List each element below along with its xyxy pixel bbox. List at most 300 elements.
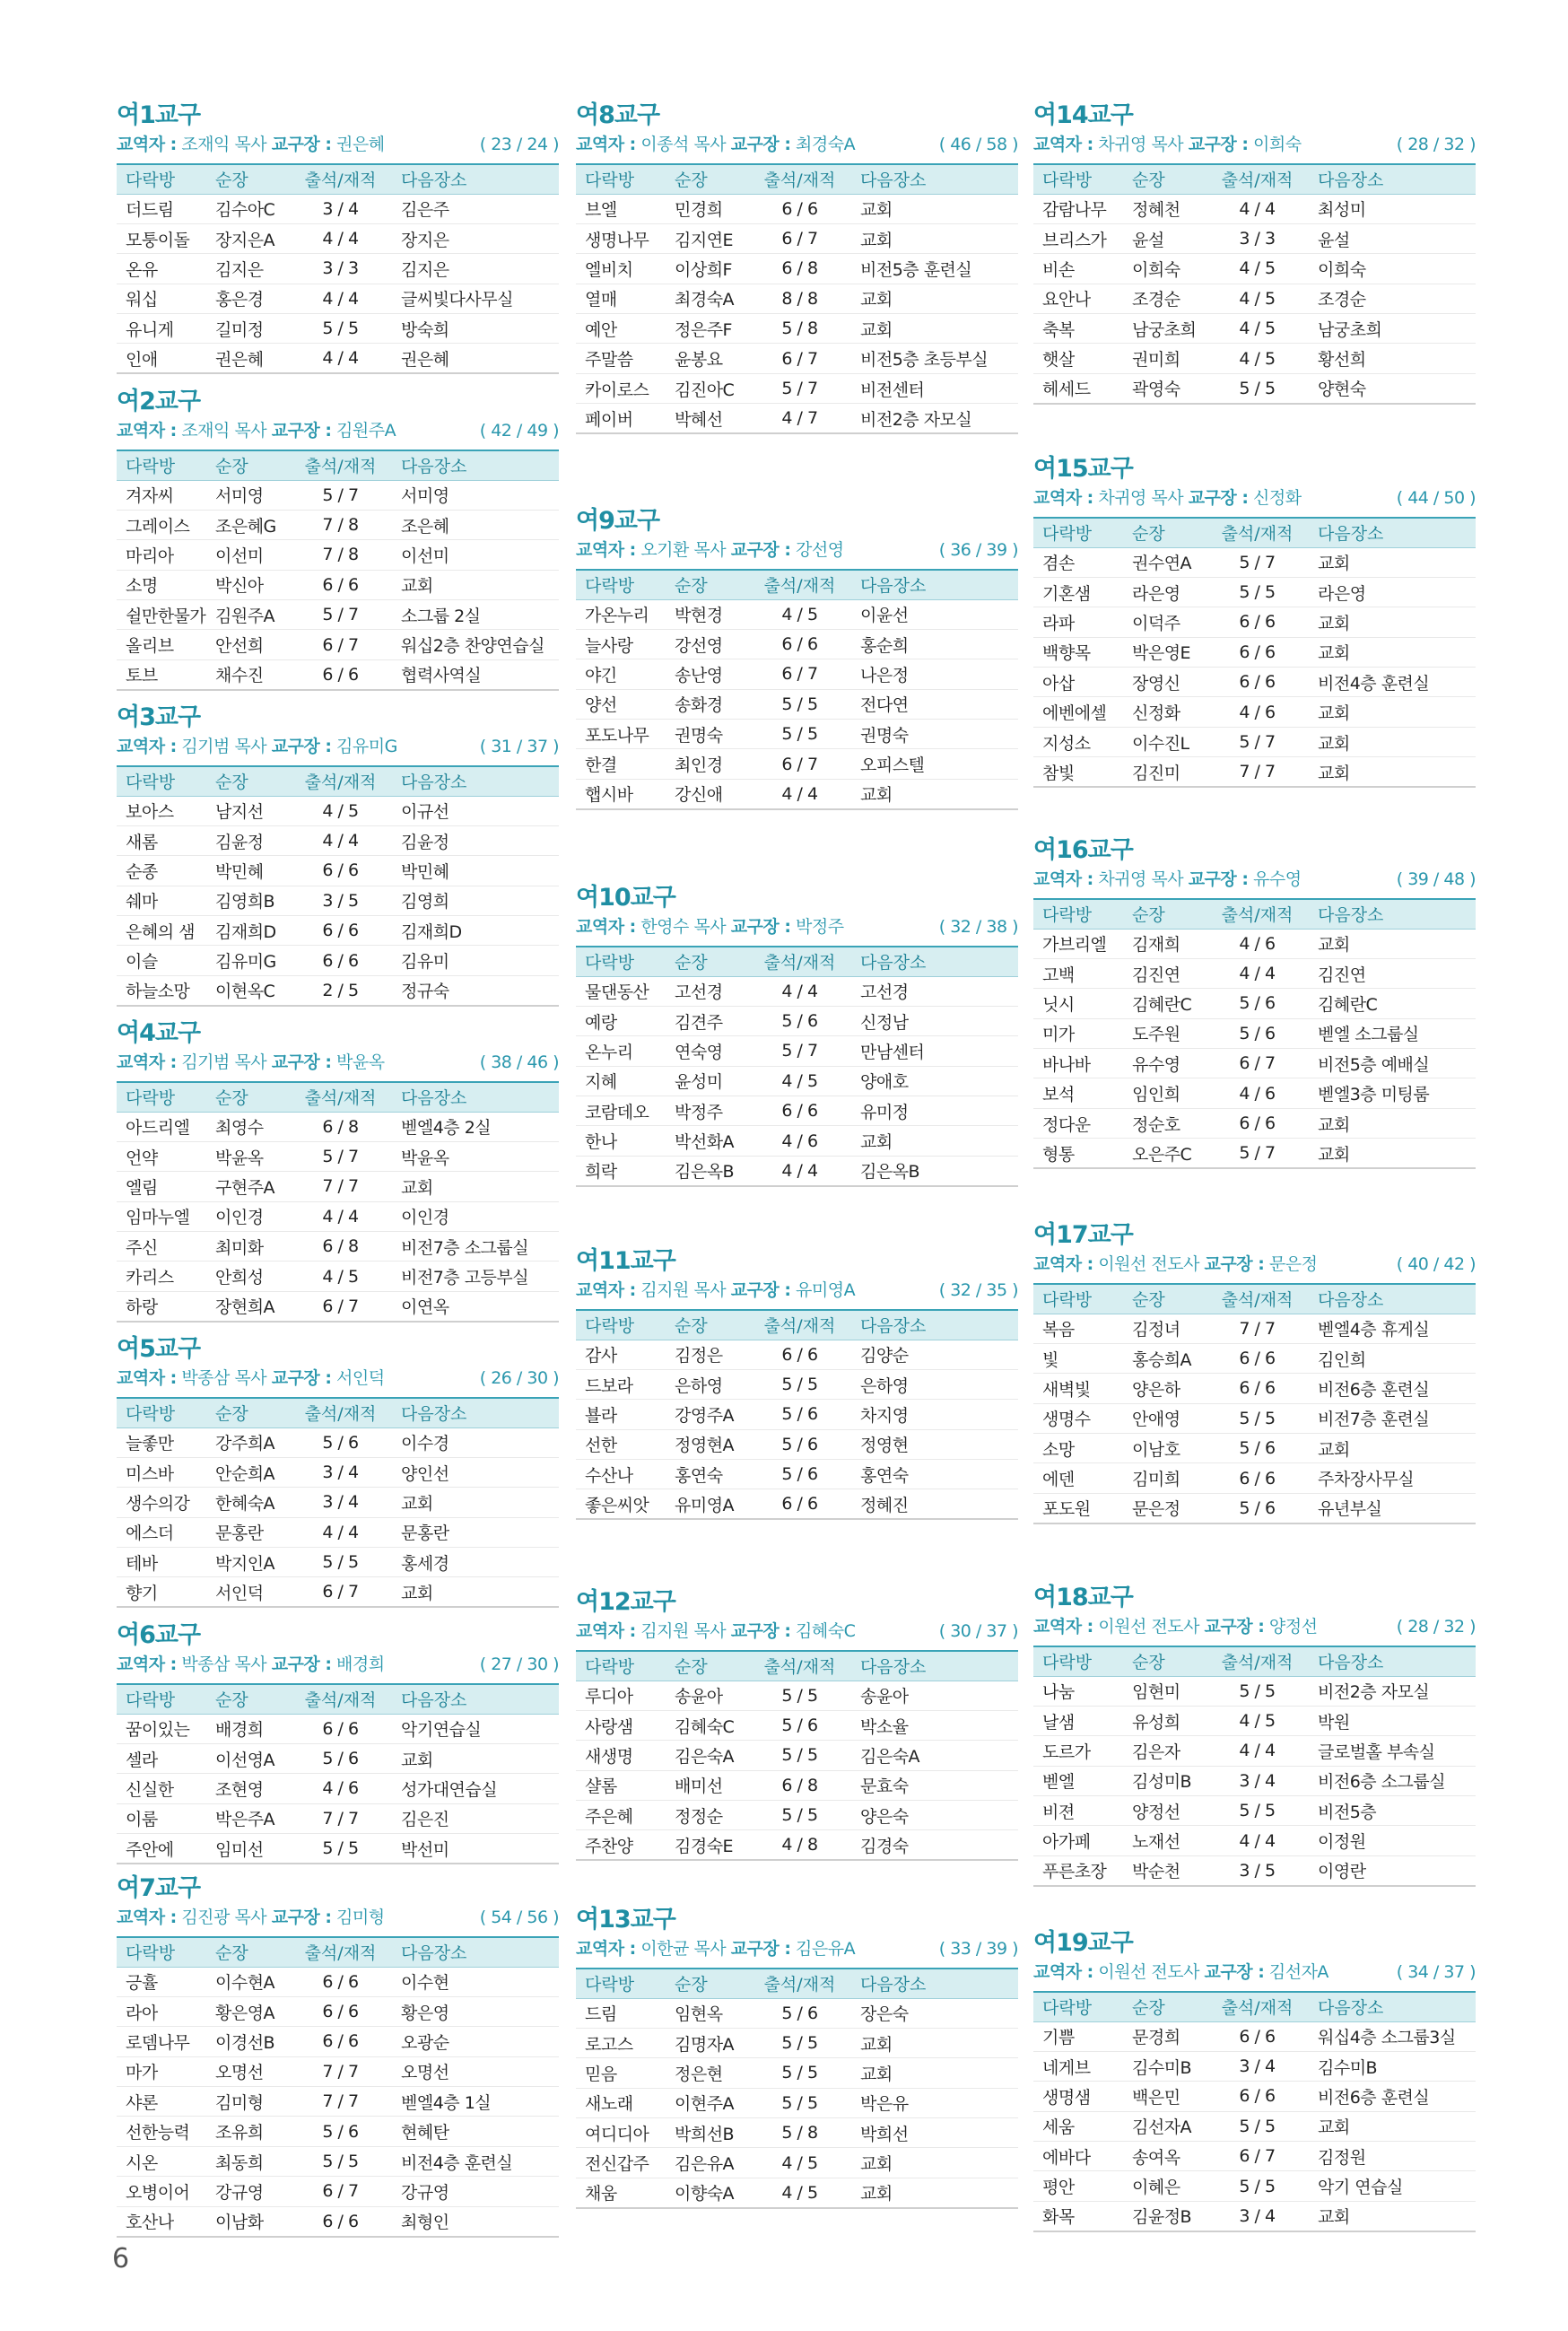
- room-cell: 라아: [117, 1996, 206, 2026]
- table-row: [117, 540, 559, 570]
- table-row: [1033, 1108, 1476, 1138]
- table-row: [117, 659, 559, 689]
- table-row: [1033, 2171, 1476, 2201]
- place-cell: 김인희: [1309, 1343, 1476, 1373]
- room-cell: 벧엘: [1033, 1766, 1123, 1795]
- pastor-name: 김진광 목사: [181, 1908, 267, 1927]
- leader-cell: 남지선: [206, 796, 289, 825]
- group-table: [576, 1309, 1018, 1520]
- place-cell: 교회: [1309, 727, 1476, 756]
- room-cell: 형통: [1033, 1139, 1123, 1168]
- leader-cell: 박정주: [666, 1096, 748, 1126]
- table-row: [1033, 1855, 1476, 1885]
- header-attendance: 출석/재적: [1206, 899, 1309, 929]
- table-row: [117, 796, 559, 825]
- place-cell: 협력사역실: [392, 659, 559, 689]
- leader-cell: 정영현A: [666, 1429, 748, 1459]
- room-cell: 가브리엘: [1033, 929, 1123, 958]
- place-cell: 남궁초희: [1309, 314, 1476, 344]
- pastor-label: 교역자 :: [1033, 1962, 1093, 1982]
- leader-cell: 노재선: [1123, 1826, 1206, 1855]
- attendance-total: ( 26 / 30 ): [479, 1368, 559, 1388]
- leader-cell: 송난영: [666, 659, 748, 689]
- table-row: [1033, 1826, 1476, 1855]
- leader-cell: 홍승희A: [1123, 1343, 1206, 1373]
- table-header-row: [1033, 164, 1476, 194]
- header-room: 다락방: [117, 164, 206, 194]
- room-cell: 오병이어: [117, 2177, 206, 2206]
- attendance-cell: 4 / 4: [289, 1517, 392, 1547]
- district-leader-name: 김선자A: [1268, 1962, 1328, 1982]
- district-info: [576, 1277, 1018, 1304]
- table-header-row: [1033, 899, 1476, 929]
- pastor-label: 교역자 :: [117, 421, 177, 441]
- attendance-cell: 3 / 3: [1206, 223, 1309, 253]
- header-attendance: 출석/재적: [289, 1082, 392, 1112]
- district-title: 여9교구: [576, 507, 660, 535]
- place-cell: 이인경: [392, 1201, 559, 1231]
- room-cell: 예랑: [576, 1006, 666, 1035]
- district-info: [1033, 1613, 1476, 1640]
- leader-cell: 임현옥: [666, 1998, 748, 2028]
- room-cell: 여디디아: [576, 2118, 666, 2148]
- table-row: [117, 510, 559, 539]
- district-title: 여8교구: [576, 101, 660, 129]
- attendance-cell: 5 / 5: [748, 1801, 851, 1830]
- district-leader-label: 교구장 :: [271, 421, 332, 441]
- leader-cell: 안애영: [1123, 1403, 1206, 1433]
- leader-cell: 양은하: [1123, 1374, 1206, 1403]
- place-cell: 벧엘4층 1실: [392, 2087, 559, 2117]
- group-table: [117, 1683, 559, 1864]
- table-header-row: [576, 947, 1018, 976]
- room-cell: 아드리엘: [117, 1112, 206, 1141]
- attendance-cell: 6 / 6: [289, 2027, 392, 2056]
- attendance-cell: 5 / 7: [289, 600, 392, 630]
- header-place: 다음장소: [1309, 1646, 1476, 1676]
- attendance-cell: 4 / 4: [289, 284, 392, 313]
- pastor-name: 김기범 목사: [181, 1052, 267, 1072]
- attendance-cell: 4 / 6: [1206, 1078, 1309, 1108]
- district-title: 여6교구: [117, 1621, 201, 1649]
- district-leader-name: 김미형: [336, 1908, 385, 1927]
- place-cell: 문홍란: [392, 1517, 559, 1547]
- room-cell: 축복: [1033, 314, 1123, 344]
- group-table: [117, 765, 559, 1007]
- place-cell: 교회: [851, 2028, 1018, 2057]
- room-cell: 복음: [1033, 1314, 1123, 1343]
- room-cell: 하랑: [117, 1291, 206, 1321]
- district-title: 여19교구: [1033, 1929, 1133, 1957]
- table-row: [576, 2178, 1018, 2207]
- room-cell: 보아스: [117, 796, 206, 825]
- place-cell: 교회: [1309, 1139, 1476, 1168]
- place-cell: 교회: [851, 1126, 1018, 1156]
- room-cell: 네게브: [1033, 2051, 1123, 2081]
- attendance-cell: 5 / 5: [289, 314, 392, 344]
- header-place: 다음장소: [392, 1937, 559, 1967]
- district-title: 여13교구: [576, 1906, 675, 1934]
- table-row: [576, 2088, 1018, 2117]
- attendance-cell: 3 / 5: [1206, 1855, 1309, 1885]
- table-row: [117, 600, 559, 630]
- table-row: [576, 1156, 1018, 1185]
- attendance-cell: 5 / 5: [748, 1369, 851, 1399]
- table-header-row: [576, 164, 1018, 194]
- place-cell: 교회: [851, 2058, 1018, 2088]
- place-cell: 비전4층 훈련실: [1309, 668, 1476, 697]
- place-cell: 교회: [1309, 757, 1476, 787]
- group-table: [1033, 898, 1476, 1169]
- room-cell: 새롬: [117, 825, 206, 855]
- place-cell: 이영란: [1309, 1855, 1476, 1885]
- table-row: [1033, 607, 1476, 637]
- leader-cell: 도주원: [1123, 1018, 1206, 1048]
- table-row: [576, 2148, 1018, 2178]
- room-cell: 임마누엘: [117, 1201, 206, 1231]
- table-header-row: [117, 1398, 559, 1427]
- attendance-cell: 6 / 8: [748, 254, 851, 284]
- room-cell: 샬롬: [576, 1770, 666, 1800]
- header-leader: 순장: [1123, 899, 1206, 929]
- room-cell: 주은혜: [576, 1801, 666, 1830]
- place-cell: 비전5층 예배실: [1309, 1049, 1476, 1078]
- district-leader-label: 교구장 :: [271, 1654, 332, 1674]
- district-section: [576, 883, 1018, 1187]
- header-attendance: 출석/재적: [1206, 164, 1309, 194]
- group-table: [576, 569, 1018, 810]
- table-row: [117, 1577, 559, 1607]
- attendance-cell: 5 / 5: [1206, 1796, 1309, 1826]
- header-attendance: 출석/재적: [1206, 1646, 1309, 1676]
- leader-cell: 서미영: [206, 480, 289, 510]
- district-leader-name: 김혜숙C: [796, 1621, 856, 1641]
- header-attendance: 출석/재적: [748, 1310, 851, 1340]
- table-row: [117, 975, 559, 1005]
- leader-cell: 문경희: [1123, 2021, 1206, 2051]
- room-cell: 그레이스: [117, 510, 206, 539]
- table-row: [1033, 2021, 1476, 2051]
- leader-cell: 이상희F: [666, 254, 748, 284]
- table-row: [1033, 1374, 1476, 1403]
- leader-cell: 송여옥: [1123, 2142, 1206, 2171]
- room-cell: 아가페: [1033, 1826, 1123, 1855]
- attendance-cell: 6 / 7: [748, 344, 851, 373]
- leader-cell: 이수진L: [1123, 727, 1206, 756]
- header-leader: 순장: [206, 164, 289, 194]
- district-info: [117, 733, 559, 760]
- table-row: [1033, 284, 1476, 313]
- place-cell: 장지은: [392, 223, 559, 253]
- table-row: [117, 1488, 559, 1517]
- place-cell: 김은주: [392, 194, 559, 223]
- attendance-cell: 4 / 5: [748, 1066, 851, 1096]
- pastor-name: 조재익 목사: [181, 135, 267, 154]
- attendance-cell: 6 / 6: [1206, 1343, 1309, 1373]
- pastor-label: 교역자 :: [576, 1939, 636, 1959]
- table-header-row: [117, 450, 559, 480]
- room-cell: 야긴: [576, 659, 666, 689]
- room-cell: 정다운: [1033, 1108, 1123, 1138]
- attendance-cell: 3 / 4: [1206, 2201, 1309, 2231]
- table-row: [1033, 1463, 1476, 1493]
- district-leader-name: 권은혜: [336, 135, 385, 154]
- leader-cell: 박민혜: [206, 856, 289, 886]
- district-info: [576, 537, 1018, 563]
- attendance-cell: 4 / 4: [1206, 1826, 1309, 1855]
- leader-cell: 정정순: [666, 1801, 748, 1830]
- room-cell: 호산나: [117, 2206, 206, 2236]
- header-room: 다락방: [1033, 899, 1123, 929]
- group-table: [117, 163, 559, 374]
- room-cell: 한결: [576, 749, 666, 779]
- room-cell: 테바: [117, 1548, 206, 1577]
- attendance-cell: 5 / 7: [748, 1036, 851, 1066]
- district-section: [1033, 835, 1476, 1169]
- room-cell: 나눔: [1033, 1676, 1123, 1706]
- room-cell: 열매: [576, 284, 666, 313]
- table-row: [576, 689, 1018, 719]
- place-cell: 김경숙: [851, 1830, 1018, 1860]
- room-cell: 쉴만한물가: [117, 600, 206, 630]
- leader-cell: 유미영A: [666, 1489, 748, 1519]
- attendance-cell: 6 / 7: [748, 659, 851, 689]
- table-row: [576, 749, 1018, 779]
- attendance-cell: 5 / 6: [1206, 989, 1309, 1018]
- table-row: [117, 1967, 559, 1996]
- district-leader-name: 강선영: [796, 540, 844, 560]
- place-cell: 글로벌홀 부속실: [1309, 1736, 1476, 1766]
- table-row: [576, 779, 1018, 808]
- district-section: [576, 506, 1018, 810]
- attendance-cell: 4 / 4: [748, 1156, 851, 1185]
- attendance-cell: 5 / 5: [289, 2146, 392, 2176]
- attendance-cell: 4 / 5: [289, 1262, 392, 1291]
- place-cell: 박원: [1309, 1706, 1476, 1735]
- room-cell: 햅시바: [576, 779, 666, 808]
- group-table: [576, 946, 1018, 1187]
- attendance-cell: 7 / 7: [289, 1803, 392, 1833]
- attendance-total: ( 39 / 48 ): [1396, 869, 1476, 889]
- attendance-cell: 4 / 5: [1206, 254, 1309, 284]
- leader-cell: 김진아C: [666, 373, 748, 403]
- place-cell: 박민혜: [392, 856, 559, 886]
- group-table: [1033, 1991, 1476, 2232]
- place-cell: 김재희D: [392, 916, 559, 946]
- district-section: [576, 1905, 1018, 2209]
- table-row: [1033, 1434, 1476, 1463]
- leader-cell: 남궁초희: [1123, 314, 1206, 344]
- room-cell: 비손: [1033, 254, 1123, 284]
- header-leader: 순장: [666, 164, 748, 194]
- group-table: [576, 1650, 1018, 1861]
- leader-cell: 유성희: [1123, 1706, 1206, 1735]
- attendance-cell: 6 / 8: [289, 1112, 392, 1141]
- header-room: 다락방: [576, 1969, 666, 1998]
- leader-cell: 박혜선: [666, 404, 748, 433]
- leader-cell: 정은주F: [666, 314, 748, 344]
- place-cell: 김영희: [392, 886, 559, 915]
- district-leader-label: 교구장 :: [1188, 869, 1249, 889]
- header-room: 다락방: [117, 1398, 206, 1427]
- attendance-cell: 7 / 8: [289, 510, 392, 539]
- table-row: [117, 194, 559, 223]
- table-row: [576, 2118, 1018, 2148]
- room-cell: 선한능력: [117, 2117, 206, 2146]
- district-leader-name: 김원주A: [336, 421, 396, 441]
- place-cell: 성가대연습실: [392, 1774, 559, 1803]
- room-cell: 날샘: [1033, 1706, 1123, 1735]
- district-title: 여14교구: [1033, 101, 1133, 129]
- place-cell: 교회: [851, 2148, 1018, 2178]
- table-row: [1033, 577, 1476, 607]
- leader-cell: 김원주A: [206, 600, 289, 630]
- room-cell: 긍휼: [117, 1967, 206, 1996]
- table-row: [1033, 1018, 1476, 1048]
- room-cell: 언약: [117, 1141, 206, 1171]
- place-cell: 벧엘4층 2실: [392, 1112, 559, 1141]
- room-cell: 채움: [576, 2178, 666, 2207]
- room-cell: 로뎀나무: [117, 2027, 206, 2056]
- district-info: [1033, 1959, 1476, 1986]
- place-cell: 벧엘 소그룹실: [1309, 1018, 1476, 1048]
- district-title: 여7교구: [117, 1874, 201, 1902]
- place-cell: 황선희: [1309, 344, 1476, 373]
- room-cell: 닛시: [1033, 989, 1123, 1018]
- leader-cell: 김명자A: [666, 2028, 748, 2057]
- table-row: [117, 1774, 559, 1803]
- district-section: [117, 100, 559, 374]
- place-cell: 조경순: [1309, 284, 1476, 313]
- attendance-cell: 4 / 5: [1206, 1706, 1309, 1735]
- pastor-name: 이원선 전도사: [1098, 1962, 1199, 1982]
- header-attendance: 출석/재적: [289, 450, 392, 480]
- attendance-cell: 4 / 6: [289, 1774, 392, 1803]
- pastor-name: 박종삼 목사: [181, 1654, 267, 1674]
- room-cell: 쉐마: [117, 886, 206, 915]
- place-cell: 김은옥B: [851, 1156, 1018, 1185]
- pastor-label: 교역자 :: [1033, 1617, 1093, 1637]
- leader-cell: 김성미B: [1123, 1766, 1206, 1795]
- district-leader-name: 이희숙: [1253, 135, 1302, 154]
- leader-cell: 오명선: [206, 2056, 289, 2086]
- place-cell: 교회: [392, 1172, 559, 1201]
- header-room: 다락방: [576, 947, 666, 976]
- leader-cell: 김은자: [1123, 1736, 1206, 1766]
- place-cell: 방숙희: [392, 314, 559, 344]
- table-row: [117, 946, 559, 975]
- attendance-cell: 6 / 7: [289, 630, 392, 659]
- pastor-name: 차귀영 목사: [1098, 135, 1184, 154]
- leader-cell: 강주희A: [206, 1427, 289, 1457]
- leader-cell: 김은옥B: [666, 1156, 748, 1185]
- leader-cell: 구현주A: [206, 1172, 289, 1201]
- attendance-cell: 6 / 6: [289, 1967, 392, 1996]
- place-cell: 교회: [851, 2178, 1018, 2207]
- table-row: [1033, 1706, 1476, 1735]
- header-leader: 순장: [1123, 1992, 1206, 2021]
- table-row: [1033, 2142, 1476, 2171]
- place-cell: 송윤아: [851, 1681, 1018, 1710]
- pastor-label: 교역자 :: [576, 135, 636, 154]
- table-row: [1033, 668, 1476, 697]
- table-row: [576, 373, 1018, 403]
- table-row: [576, 1126, 1018, 1156]
- room-cell: 뵬라: [576, 1400, 666, 1429]
- place-cell: 최형인: [392, 2206, 559, 2236]
- pastor-name: 이한균 목사: [640, 1939, 727, 1959]
- table-header-row: [1033, 518, 1476, 547]
- attendance-cell: 6 / 6: [748, 1340, 851, 1369]
- district-info: [576, 131, 1018, 158]
- place-cell: 김유미: [392, 946, 559, 975]
- place-cell: 정규숙: [392, 975, 559, 1005]
- place-cell: 교회: [1309, 2201, 1476, 2231]
- table-header-row: [117, 766, 559, 796]
- table-row: [117, 284, 559, 313]
- place-cell: 서미영: [392, 480, 559, 510]
- place-cell: 교회: [1309, 547, 1476, 577]
- table-header-row: [117, 1684, 559, 1714]
- attendance-total: ( 42 / 49 ): [479, 421, 559, 441]
- leader-cell: 이경선B: [206, 2027, 289, 2056]
- leader-cell: 최영수: [206, 1112, 289, 1141]
- place-cell: 비전2층 자모실: [1309, 1676, 1476, 1706]
- attendance-cell: 5 / 5: [289, 1548, 392, 1577]
- attendance-cell: 3 / 3: [289, 254, 392, 284]
- room-cell: 에덴: [1033, 1463, 1123, 1493]
- table-row: [117, 2056, 559, 2086]
- place-cell: 홍연숙: [851, 1460, 1018, 1489]
- table-row: [1033, 2082, 1476, 2111]
- place-cell: 정영현: [851, 1429, 1018, 1459]
- leader-cell: 강선영: [666, 629, 748, 659]
- leader-cell: 김유미G: [206, 946, 289, 975]
- attendance-cell: 5 / 6: [748, 1998, 851, 2028]
- place-cell: 양인선: [392, 1457, 559, 1487]
- district-leader-name: 양정선: [1268, 1617, 1318, 1637]
- place-cell: 교회: [392, 1488, 559, 1517]
- place-cell: 소그룹 2실: [392, 600, 559, 630]
- place-cell: 권명숙: [851, 720, 1018, 749]
- leader-cell: 김은유A: [666, 2148, 748, 2178]
- pastor-label: 교역자 :: [576, 917, 636, 937]
- place-cell: 현혜탄: [392, 2117, 559, 2146]
- header-attendance: 출석/재적: [748, 164, 851, 194]
- place-cell: 글씨빛다사무실: [392, 284, 559, 313]
- attendance-cell: 5 / 5: [1206, 1403, 1309, 1433]
- leader-cell: 백은민: [1123, 2082, 1206, 2111]
- place-cell: 워십2층 찬양연습실: [392, 630, 559, 659]
- header-room: 다락방: [576, 1651, 666, 1681]
- place-cell: 이규선: [392, 796, 559, 825]
- room-cell: 평안: [1033, 2171, 1123, 2201]
- attendance-cell: 5 / 8: [748, 314, 851, 344]
- leader-cell: 박은주A: [206, 1803, 289, 1833]
- attendance-cell: 7 / 7: [1206, 757, 1309, 787]
- leader-cell: 권명숙: [666, 720, 748, 749]
- leader-cell: 서인덕: [206, 1577, 289, 1607]
- pastor-name: 오기환 목사: [640, 540, 727, 560]
- district-leader-name: 박정주: [796, 917, 844, 937]
- room-cell: 바나바: [1033, 1049, 1123, 1078]
- attendance-cell: 5 / 5: [1206, 373, 1309, 403]
- pastor-name: 김지원 목사: [640, 1280, 727, 1300]
- table-row: [576, 1741, 1018, 1770]
- header-place: 다음장소: [392, 450, 559, 480]
- leader-cell: 김재희: [1123, 929, 1206, 958]
- header-attendance: 출석/재적: [1206, 1992, 1309, 2021]
